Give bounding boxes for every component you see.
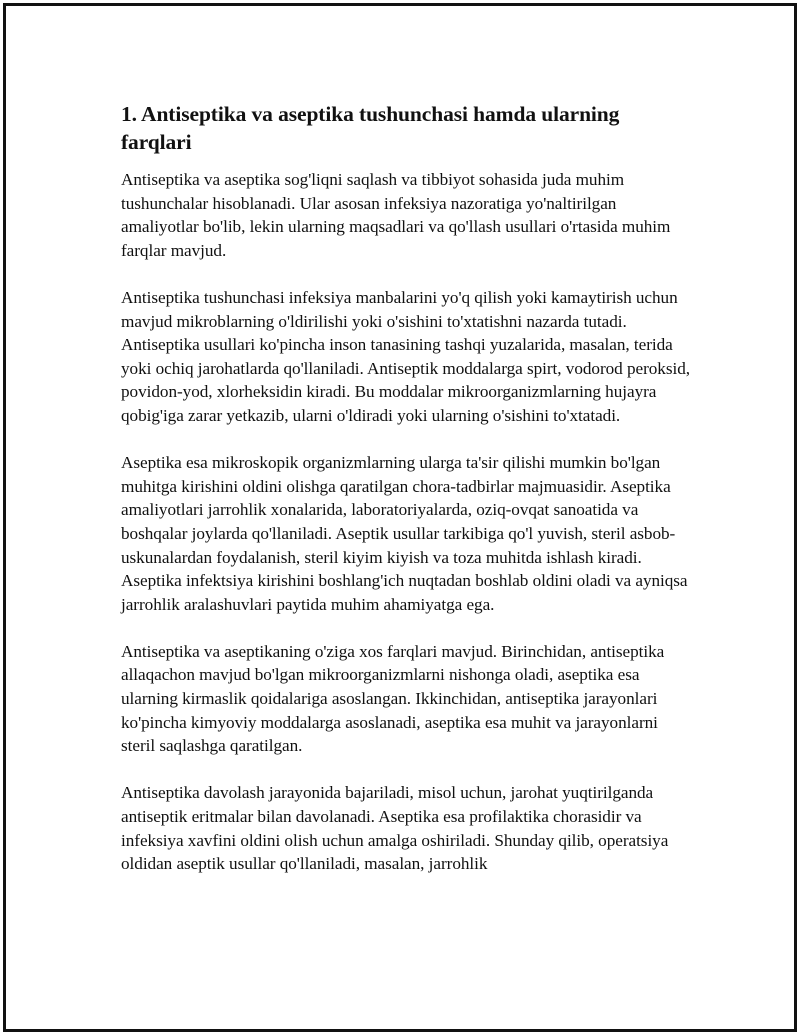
document-body	[121, 100, 693, 899]
paragraph-antiseptika: Antiseptika tushunchasi infeksiya manbalarini yo'q qilish yoki kamaytirish uchun mavjud mikroblarning o'ldirilishi yoki o'sishini to'xtatishni nazarda tutadi. Antiseptika usullari ko'pincha inson tanasining tashqi yuzalarida, masalan, terida yoki ochiq jarohatlarda qo'llaniladi. Antiseptik moddalarga spirt, vodorod peroksid, povidon-yod, xlorheksidin kiradi. Bu moddalar mikroorganizmlarning hujayra qobig'iga zarar yetkazib, ularni o'ldiradi yoki ularning o'sishini to'xtatadi.	[121, 287, 690, 425]
section-heading: 1. Antiseptika va aseptika tushunchasi hamda ularning farqlari	[121, 102, 620, 154]
paragraph-differences: Antiseptika va aseptikaning o'ziga xos farqlari mavjud. Birinchidan, antiseptika allaqachon mavjud bo'lgan mikroorganizmlarni nishonga oladi, aseptika esa ularning kirmaslik qoidalariga asoslangan. Ikkinchidan, antiseptika jarayonlari ko'pincha kimyoviy moddalarga asoslanadi, aseptika esa muhit va jarayonlarni steril saqlashga qaratilgan.	[121, 641, 665, 756]
paragraph-intro: Antiseptika va aseptika sog'liqni saqlash va tibbiyot sohasida juda muhim tushunchalar hisoblanadi. Ular asosan infeksiya nazoratiga yo'naltirilgan amaliyotlar bo'lib, lekin ularning maqsadlari va qo'llash usullari o'rtasida muhim farqlar mavjud.	[121, 170, 671, 260]
paragraph-treatment: Antiseptika davolash jarayonida bajariladi, misol uchun, jarohat yuqtirilganda antiseptik eritmalar bilan davolanadi. Aseptika esa profilaktika chorasidir va infeksiya xavfini oldini olish uchun amalga oshiriladi. Shunday qilib, operatsiya oldidan aseptik usullar qo'llaniladi, masalan, jarrohlik	[121, 783, 669, 874]
page-frame	[3, 3, 797, 1032]
paragraph-aseptika: Aseptika esa mikroskopik organizmlarning ularga ta'sir qilishi mumkin bo'lgan muhitga kirishini oldini olishga qaratilgan chora-tadbirlar majmuasidir. Aseptika amaliyotlari jarrohlik xonalarida, laboratoriyalarda, oziq-ovqat sanoatida va boshqalar joylarda qo'llaniladi. Aseptik usullar tarkibiga qo'l yuvish, steril asbob-uskunalardan foydalanish, steril kiyim kiyish va toza muhitda ishlash kiradi. Aseptika infektsiya kirishini boshlang'ich nuqtadan boshlab oldini oladi va ayniqsa jarrohlik aralashuvlari paytida muhim ahamiyatga ega.	[121, 453, 688, 614]
